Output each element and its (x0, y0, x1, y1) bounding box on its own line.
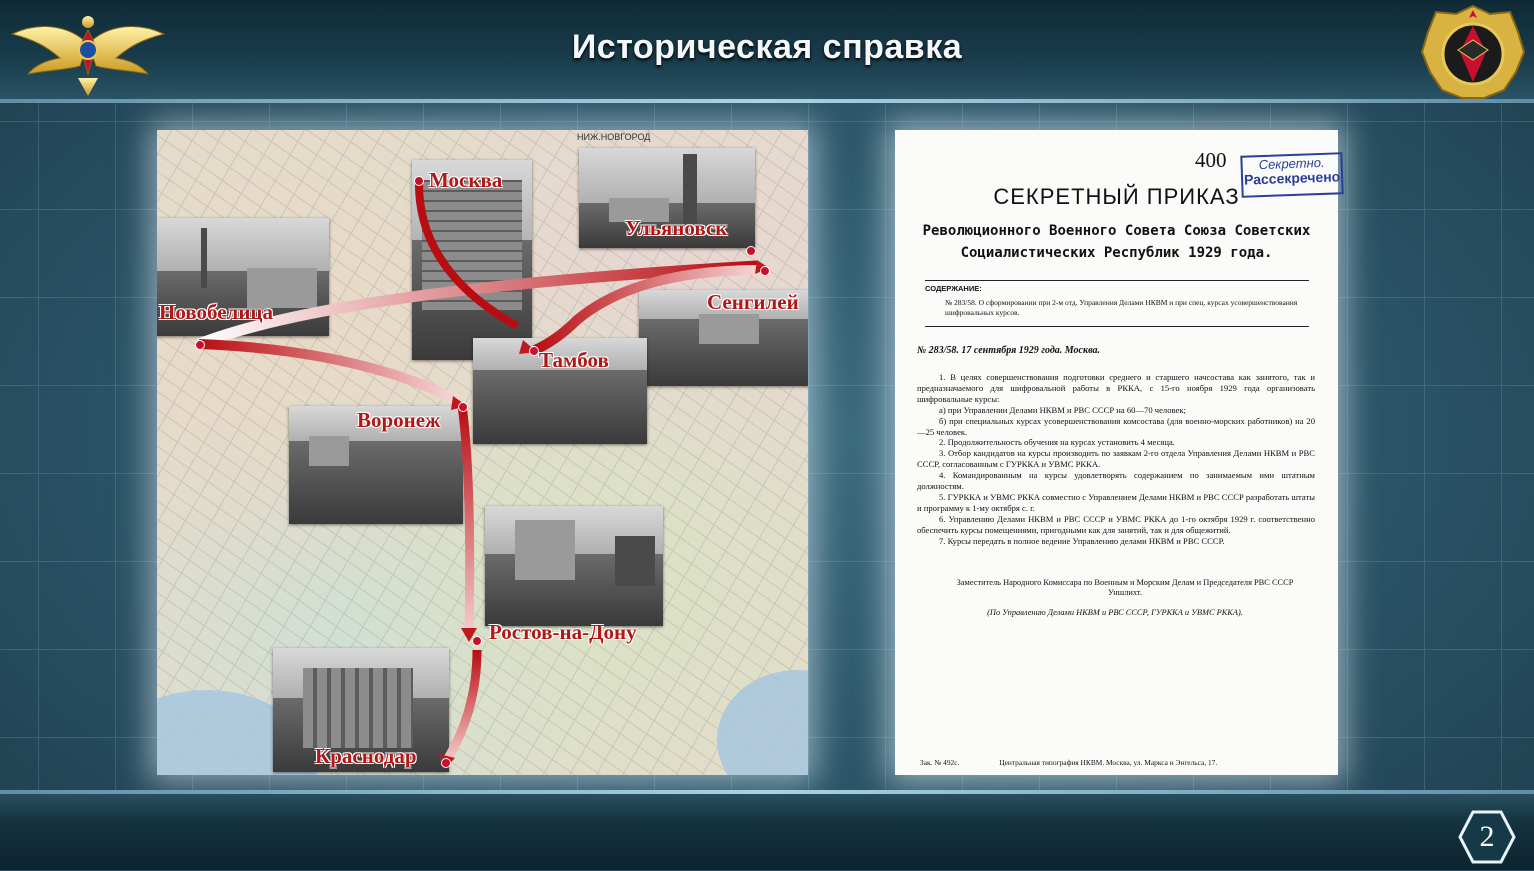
printer-footer (920, 758, 1320, 767)
order-line: № 283/58. 17 сентября 1929 года. Москва. (917, 345, 1100, 356)
city-label-novobelitsa: Новобелица (159, 300, 274, 324)
paragraph: 1. В целях совершенствования подготовки среднего и старшего начсостава как занятого, так и предназначаемого для шифровальной работы в РККА, с 15-го ноября 1929 года организовать шифровальные курсы: (917, 372, 1315, 404)
city-label-rostov: Ростов-на-Дону (489, 620, 637, 644)
contents-label: СОДЕРЖАНИЕ: (925, 284, 982, 293)
page-number: 2 (1479, 820, 1495, 853)
city-dot-tambov (529, 346, 539, 356)
document-subheading: Революционного Военного Совета Союза Советских Социалистических Республик 1929 года. (922, 223, 1311, 261)
distribution-note: (По Управлению Делами НКВМ и РВС СССР, ГУРККА и УВМС РККА). (987, 608, 1243, 617)
historical-map (157, 130, 808, 775)
map-region-label: НИЖ.НОВГОРОД (577, 132, 651, 142)
city-dot-rostov (472, 636, 482, 646)
city-dot-sengiley (760, 266, 770, 276)
paragraph: б) при специальных курсах усовершенствования комсостава (для военно-морских работников) на 20—25 человек. (917, 415, 1315, 437)
city-dot-moskva (414, 176, 424, 186)
paragraph: 2. Продолжительность обучения на курсах установить 4 месяца. (939, 437, 1175, 448)
city-label-sengiley: Сенгилей (707, 290, 799, 314)
document-body (917, 372, 1315, 547)
page-number-badge (1458, 808, 1516, 866)
city-dot-krasnodar (441, 758, 451, 768)
city-label-ulyanovsk: Ульяновск (625, 216, 728, 240)
footer-bar (0, 790, 1534, 870)
paragraph: 5. ГУРККА и УВМС РККА совместно с Управлением Делами НКВМ и РВС СССР разработать штаты и программу к 1-му октября с. г. (917, 491, 1315, 513)
document-heading: СЕКРЕТНЫЙ ПРИКАЗ (993, 184, 1240, 209)
signature-block: Заместитель Народного Комиссара по Военным и Морским Делам и Председателя РВС СССР Уншлихт. (956, 578, 1294, 597)
city-label-krasnodar: Краснодар (315, 744, 417, 768)
footer-divider (0, 790, 1534, 794)
city-dot-voronezh (458, 402, 468, 412)
stamp-declassified-text: Рассекречено (1243, 168, 1341, 188)
document-number: 400 (1195, 148, 1227, 172)
paragraph: 3. Отбор кандидатов на курсы производить по заявкам 2-го отдела Управления Делами НКВМ и РВС СССР, согласованным с ГУРККА и УВМС РККА. (917, 448, 1315, 470)
paragraph: 7. Курсы передать в полное ведение Управлению делами НКВМ и РВС СССР. (939, 535, 1225, 546)
printer-info: Центральная типография НКВМ. Москва, ул. Маркса и Энгельса, 17. (999, 758, 1218, 767)
order-code: Зак. № 492с. (920, 758, 960, 767)
paragraph: 6. Управлению Делами НКВМ и РВС СССР и УВМС РККА до 1-го октября 1929 г. соответственно обеспечить курсы помещениями, пригодными как для занятий, так и для общежитий. (917, 513, 1315, 535)
city-dot-ulyanovsk (746, 246, 756, 256)
paragraph: а) при Управлении Делами НКВМ и РВС СССР на 60—70 человек; (939, 404, 1186, 415)
city-label-tambov: Тамбов (539, 348, 609, 372)
city-label-voronezh: Воронеж (357, 408, 441, 432)
divider (925, 280, 1309, 281)
contents-text: № 283/58. О сформировании при 2-м отд. Управления Делами НКВМ и при спец. курсах усовершенствования шифровальных курсов. (945, 298, 1298, 317)
academy-badge-icon (1420, 4, 1526, 100)
city-label-moskva: Москва (429, 168, 503, 192)
stamp-secret-text: Секретно. (1258, 154, 1325, 173)
secret-order-document (895, 130, 1341, 775)
header-divider (0, 99, 1534, 103)
divider (925, 326, 1309, 327)
city-dot-novobelitsa (195, 340, 205, 350)
slide-title: Историческая справка (571, 28, 963, 66)
paragraph: 4. Командированным на курсы удовлетворять содержанием по занимаемым ими штатным должностям. (917, 470, 1315, 492)
